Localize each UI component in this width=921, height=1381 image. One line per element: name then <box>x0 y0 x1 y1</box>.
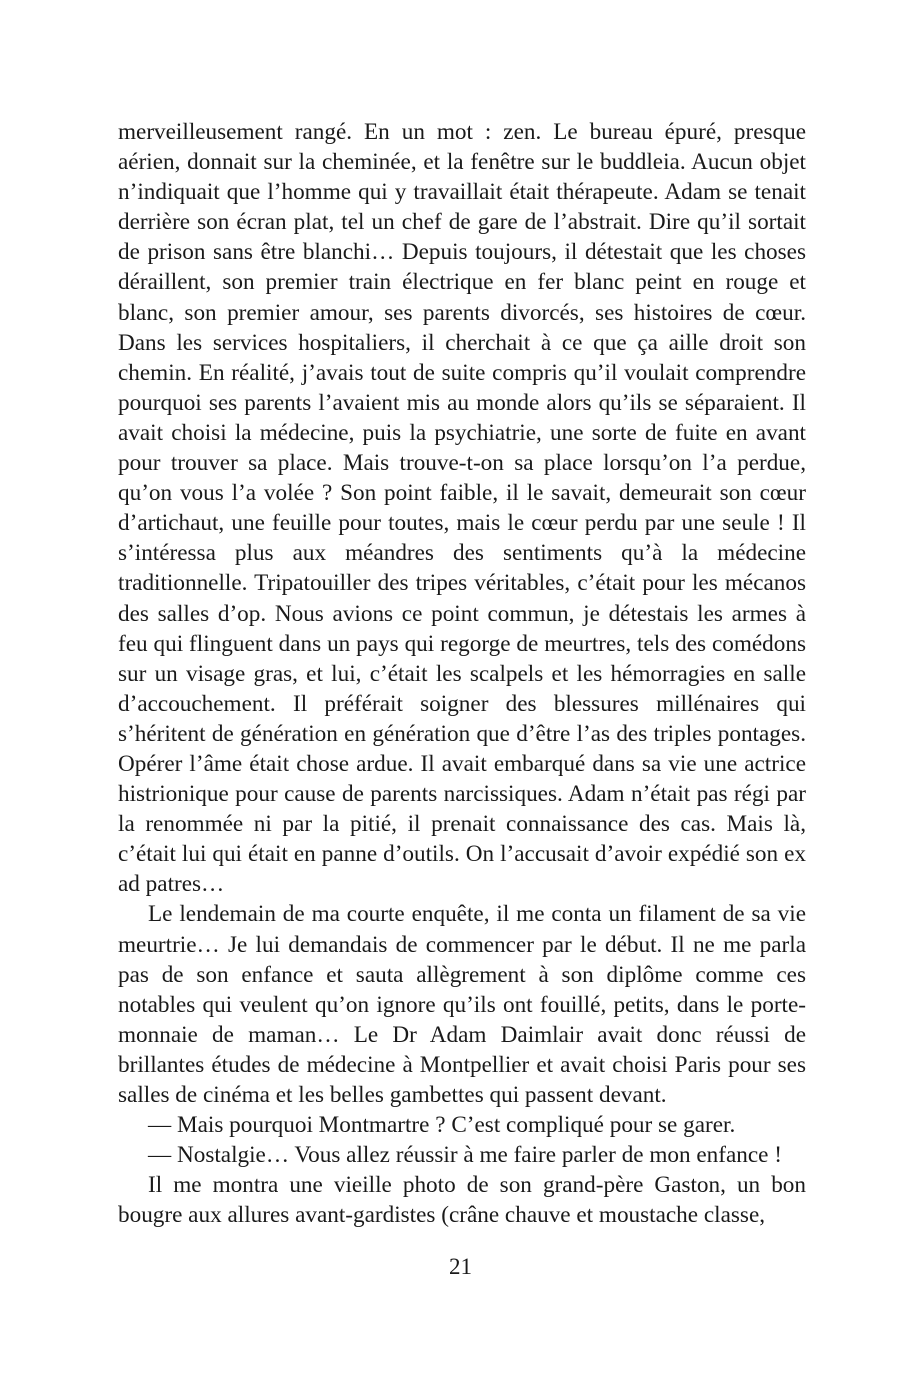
paragraph-photo: Il me montra une vieille photo de son grand-père Gaston, un bon bougre aux allures avant-gardistes (crâne chauve et moustache classe, <box>118 1172 806 1229</box>
paragraph-continuation: merveilleusement rangé. En un mot : zen. Le bureau épuré, presque aérien, donnait sur la cheminée, et la fenêtre sur le buddleia. Aucun objet n’indiquait que l’homme qui y travaillait était thérapeute. Adam se tenait derrière son écran plat, tel un chef de gare de l’abstrait. Dire qu’il sortait de prison sans être blanchi… Depuis toujours, il détestait que les choses déraillent, son premier train électrique en fer blanc peint en rouge et blanc, son premier amour, ses parents divorcés, ses histoires de cœur. Dans les services hospitaliers, il cherchait à ce que ça aille droit son chemin. En réalité, j’avais tout de suite compris qu’il voulait comprendre pourquoi ses parents l’avaient mis au monde alors qu’ils se séparaient. Il avait choisi la médecine, puis la psychiatrie, une sorte de fuite en avant pour trouver sa place. Mais trouve-t-on sa place lorsqu’on l’a perdue, qu’on vous l’a volée ? Son point faible, il le savait, demeurait son cœur d’artichaut, une feuille pour toutes, mais le cœur perdu par une seule ! Il s’intéressa plus aux méandres des sentiments qu’à la médecine traditionnelle. Tripatouiller des tripes véritables, c’était pour les mécanos des salles d’op. Nous avions ce point commun, je détestais les armes à feu qui flinguent dans un pays qui regorge de meurtres, tels des comédons sur un visage gras, et lui, c’était les scalpels et les hémorragies en salle d’accouchement. Il préférait soigner des blessures millénaires qui s’héritent de génération en génération que d’être l’as des triples pontages. Opérer l’âme était chose ardue. Il avait embarqué dans sa vie une actrice histrionique pour cause de parents narcissiques. Adam n’était pas régi par la renommée ni par la pitié, il prenait connaissance des cas. Mais là, c’était lui qui était en panne d’outils. On l’accusait d’avoir expédié son ex ad patres… <box>118 119 806 898</box>
dialogue-line-2: — Nostalgie… Vous allez réussir à me faire parler de mon enfance ! <box>148 1142 782 1169</box>
page-number: 21 <box>449 1254 472 1279</box>
dialogue-line-1: — Mais pourquoi Montmartre ? C’est compliqué pour se garer. <box>148 1112 736 1139</box>
paragraph-next-day: Le lendemain de ma courte enquête, il me conta un filament de sa vie meurtrie… Je lui demandais de commencer par le début. Il ne me parla pas de son enfance et sauta allègrement à son diplôme comme ces notables qui veulent qu’on ignore qu’ils ont fouillé, petits, dans le porte-monnaie de maman… Le Dr Adam Daimlair avait donc réussi de brillantes études de médecine à Montpellier et avait choisi Paris pour ses salles de cinéma et les belles gambettes qui passent devant. <box>118 901 806 1108</box>
body-text <box>118 117 806 1230</box>
